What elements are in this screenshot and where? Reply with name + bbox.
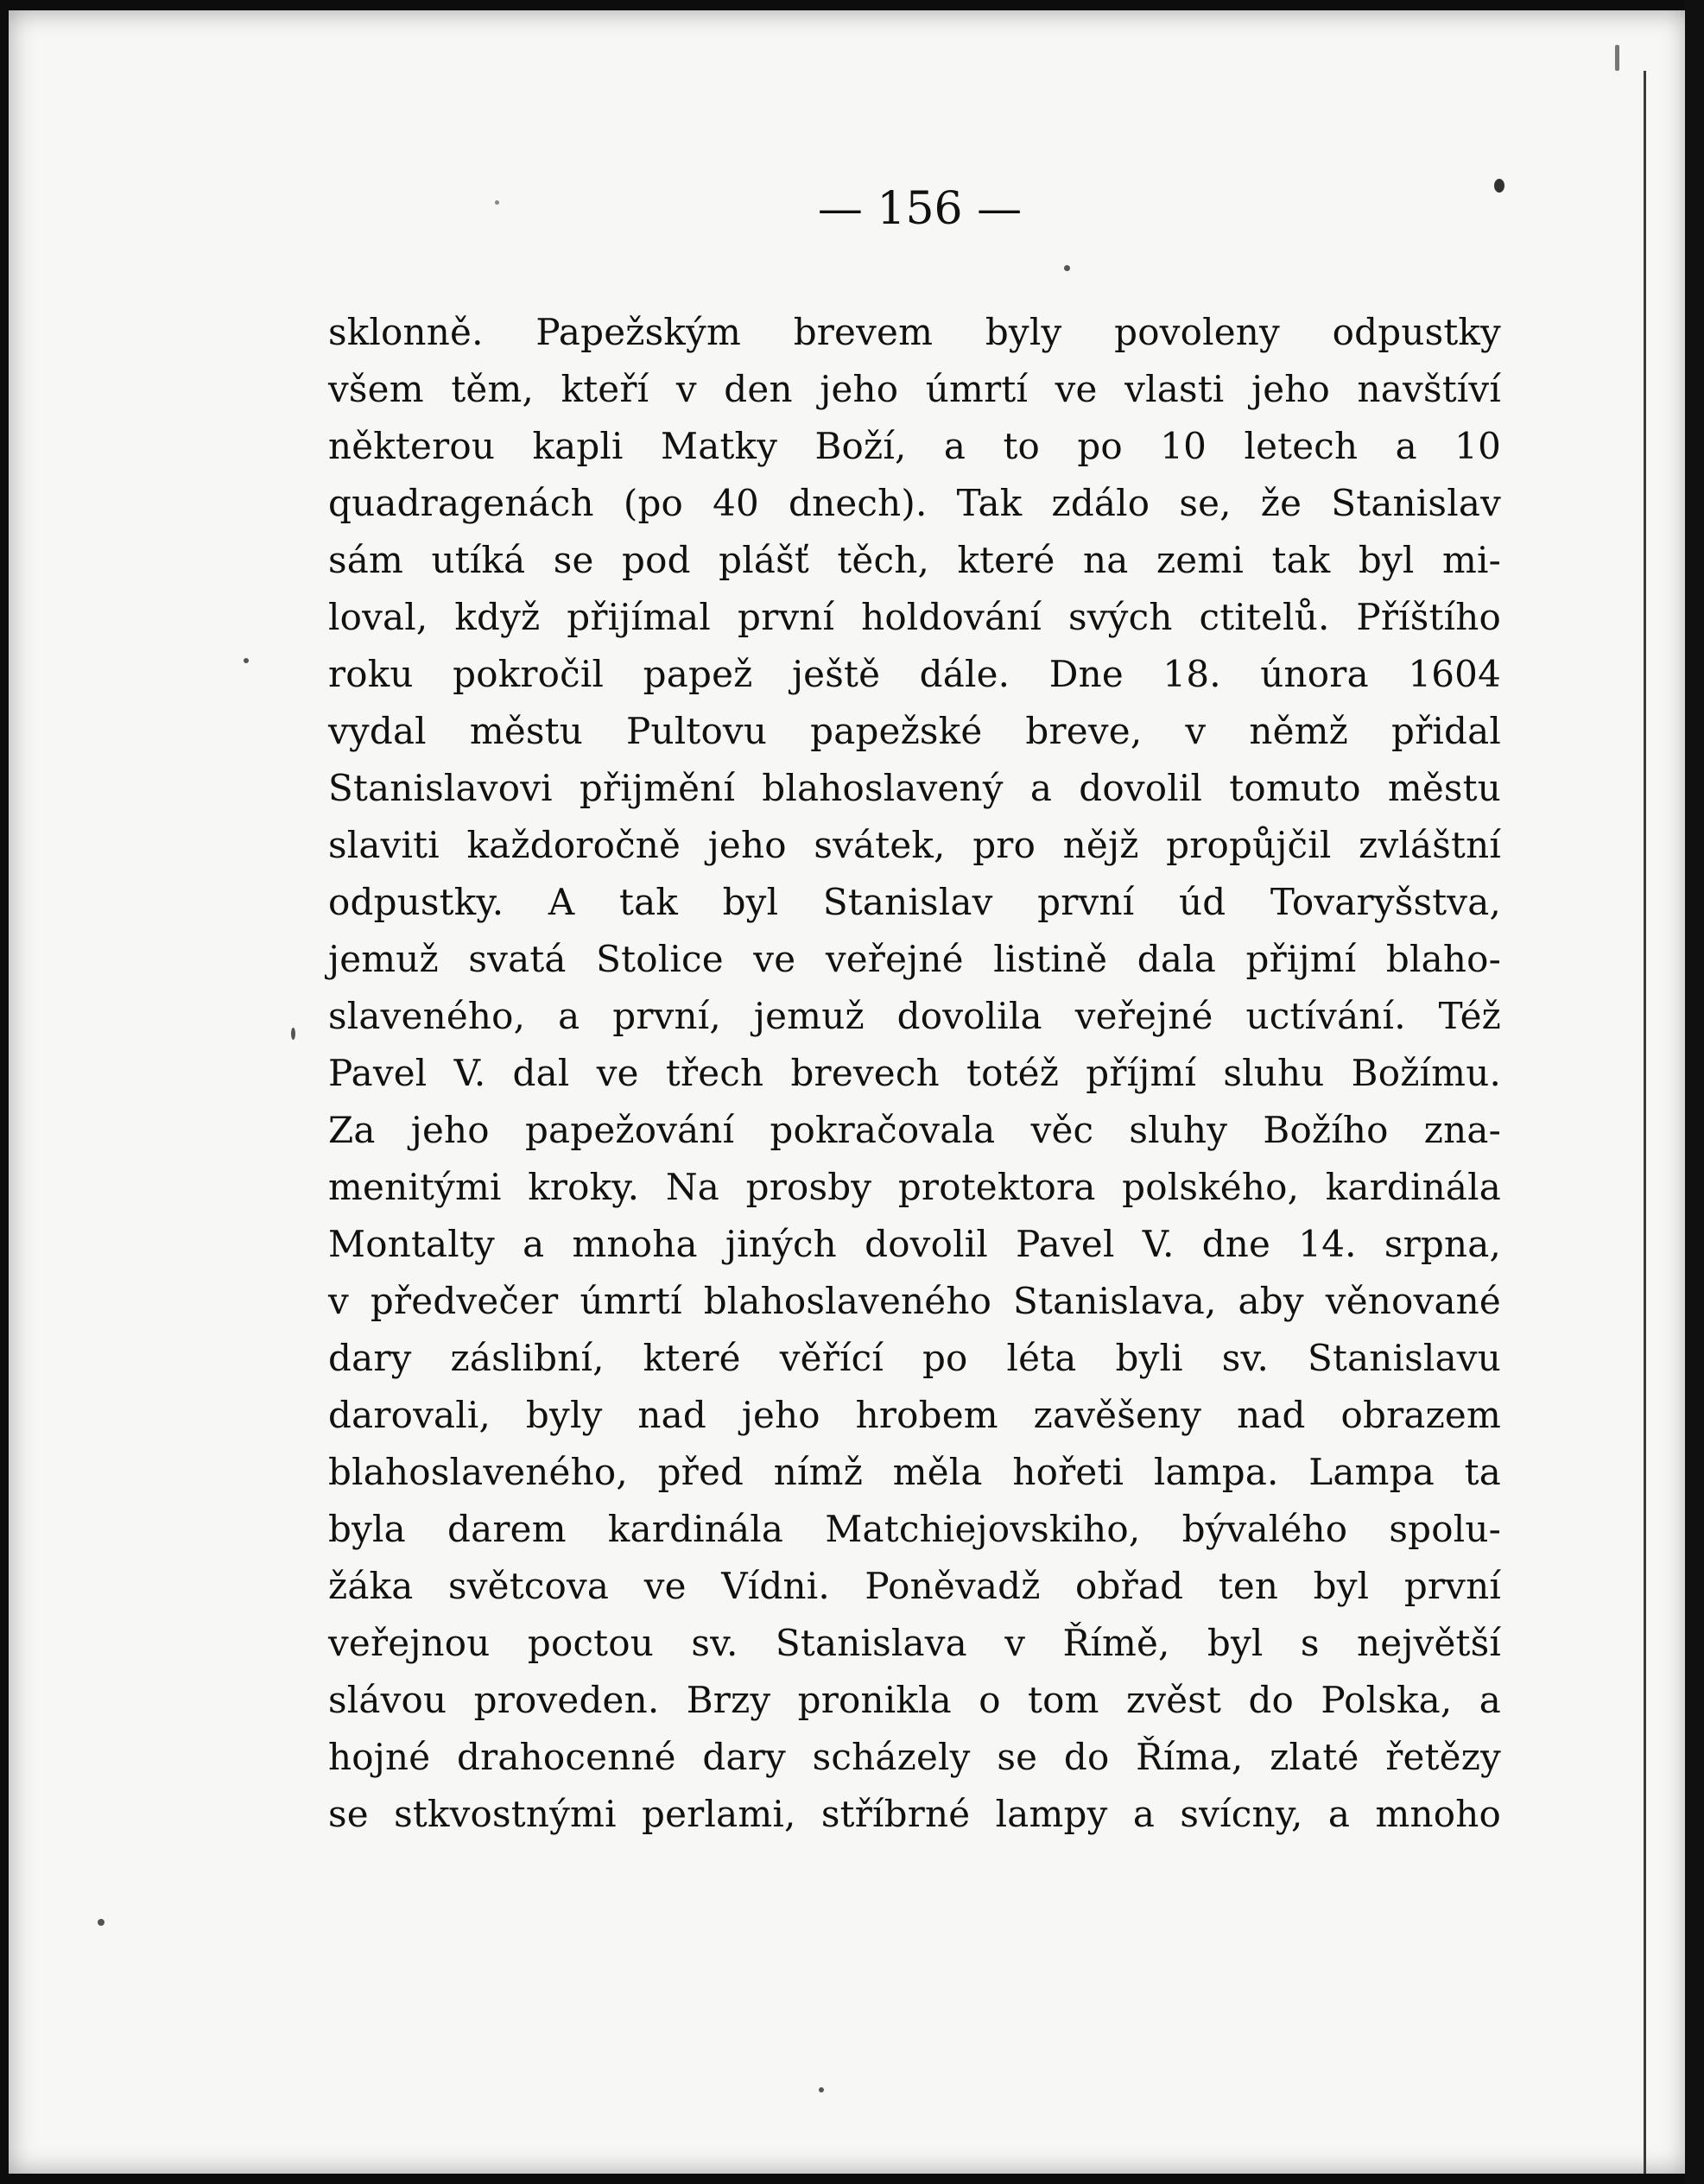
text-line: jemuž svatá Stolice ve veřejné listině dala přijmí blaho- <box>328 938 1501 980</box>
text-line: se stkvostnými perlami, stříbrné lampy a svícny, a mnoho <box>328 1793 1501 1835</box>
text-line: všem těm, kteří v den jeho úmrtí ve vlasti jeho navštíví <box>328 368 1501 410</box>
text-line: některou kapli Matky Boží, a to po 10 letech a 10 <box>328 425 1501 467</box>
scan-border <box>1685 0 1704 2184</box>
paper-speck <box>98 1919 105 1926</box>
text-line: sklonně. Papežským brevem byly povoleny odpustky <box>328 311 1501 353</box>
text-line: vydal městu Pultovu papežské breve, v němž přidal <box>328 710 1501 752</box>
text-line: darovali, byly nad jeho hrobem zavěšeny nad obrazem <box>328 1394 1501 1436</box>
text-line: byla darem kardinála Matchiejovskiho, bývalého spolu- <box>328 1508 1501 1550</box>
paper-speck <box>1615 45 1619 71</box>
paper-speck <box>819 2087 824 2092</box>
paper-speck <box>495 200 499 205</box>
page-number: — 156 — <box>817 183 1023 235</box>
text-line: Montalty a mnoha jiných dovolil Pavel V. dne 14. srpna, <box>328 1223 1501 1265</box>
text-line: menitými kroky. Na prosby protektora polského, kardinála <box>328 1166 1501 1208</box>
text-line: slaveného, a první, jemuž dovolila veřejné uctívání. Též <box>328 995 1501 1037</box>
text-line: Pavel V. dal ve třech brevech totéž příjmí sluhu Božímu. <box>328 1052 1501 1094</box>
text-line: v předvečer úmrtí blahoslaveného Stanislava, aby věnované <box>328 1280 1501 1322</box>
text-line: quadragenách (po 40 dnech). Tak zdálo se, že Stanislav <box>328 482 1501 524</box>
text-line: dary záslibní, které věřící po léta byli sv. Stanislavu <box>328 1337 1501 1379</box>
text-line: hojné drahocenné dary scházely se do Říma, zlaté řetězy <box>328 1736 1501 1778</box>
paper-speck <box>1064 265 1070 271</box>
text-line: blahoslaveného, před nímž měla hořeti lampa. Lampa ta <box>328 1451 1501 1493</box>
text-line: Stanislavovi přijmění blahoslavený a dovolil tomuto městu <box>328 767 1501 809</box>
page-edge-line <box>1644 71 1646 2174</box>
text-line: veřejnou poctou sv. Stanislava v Římě, byl s největší <box>328 1622 1501 1664</box>
text-line: žáka světcova ve Vídni. Poněvadž obřad ten byl první <box>328 1565 1501 1607</box>
paper-speck <box>1494 179 1504 193</box>
text-line: roku pokročil papež ještě dále. Dne 18. února 1604 <box>328 653 1501 695</box>
book-page <box>9 10 1688 2174</box>
text-line: loval, když přijímal první holdování svých ctitelů. Příštího <box>328 596 1501 638</box>
text-line: slávou proveden. Brzy pronikla o tom zvěst do Polska, a <box>328 1679 1501 1721</box>
paper-speck <box>291 1028 295 1040</box>
text-line: odpustky. A tak byl Stanislav první úd Tovaryšstva, <box>328 881 1501 923</box>
text-line: sám utíká se pod plášť těch, které na zemi tak byl mi- <box>328 539 1501 581</box>
text-line: Za jeho papežování pokračovala věc sluhy Božího zna- <box>328 1109 1501 1151</box>
text-line: slaviti každoročně jeho svátek, pro nějž propůjčil zvláštní <box>328 824 1501 866</box>
body-text <box>328 304 1501 1843</box>
paper-speck <box>244 658 249 663</box>
